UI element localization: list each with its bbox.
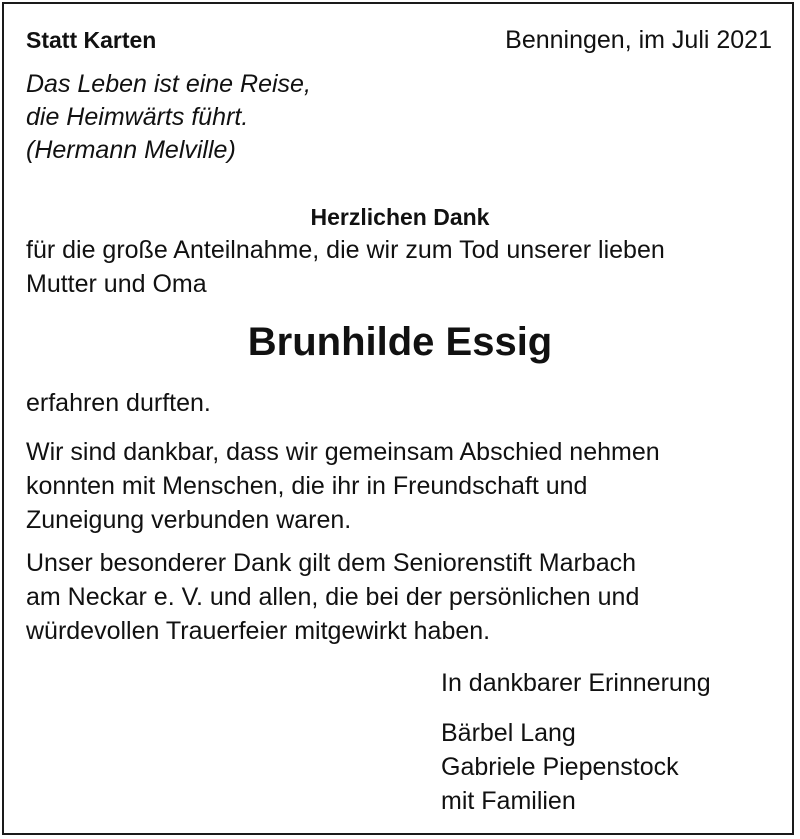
paragraph1-line-1: Wir sind dankbar, dass wir gemeinsam Abschied nehmen [26,438,660,466]
signatory-3: mit Familien [441,787,576,815]
paragraph2-line-2: am Neckar e. V. und allen, die bei der persönlichen und [26,583,640,611]
quote-author: (Hermann Melville) [26,136,236,164]
paragraph1-line-3: Zuneigung verbunden waren. [26,506,352,534]
deceased-name: Brunhilde Essig [247,320,553,364]
signatory-2: Gabriele Piepenstock [441,753,679,781]
thanks-line-2: Mutter und Oma [26,270,207,298]
quote-line-2: die Heimwärts führt. [26,103,249,131]
header-date: Benningen, im Juli 2021 [505,26,772,54]
quote-line-1: Das Leben ist eine Reise, [26,70,311,98]
thanks-line-1: für die große Anteilnahme, die wir zum Tod unserer lieben [26,236,665,264]
paragraph2-line-3: würdevollen Trauerfeier mitgewirkt haben. [26,617,491,645]
paragraph1-line-2: konnten mit Menschen, die ihr in Freundschaft und [26,472,588,500]
signatory-1: Bärbel Lang [441,719,576,747]
closing-phrase: In dankbarer Erinnerung [441,669,711,697]
thanks-heading: Herzlichen Dank [310,204,490,230]
after-name-text: erfahren durften. [26,389,211,417]
paragraph2-line-1: Unser besonderer Dank gilt dem Seniorenstift Marbach [26,549,637,577]
header-left: Statt Karten [26,27,157,53]
